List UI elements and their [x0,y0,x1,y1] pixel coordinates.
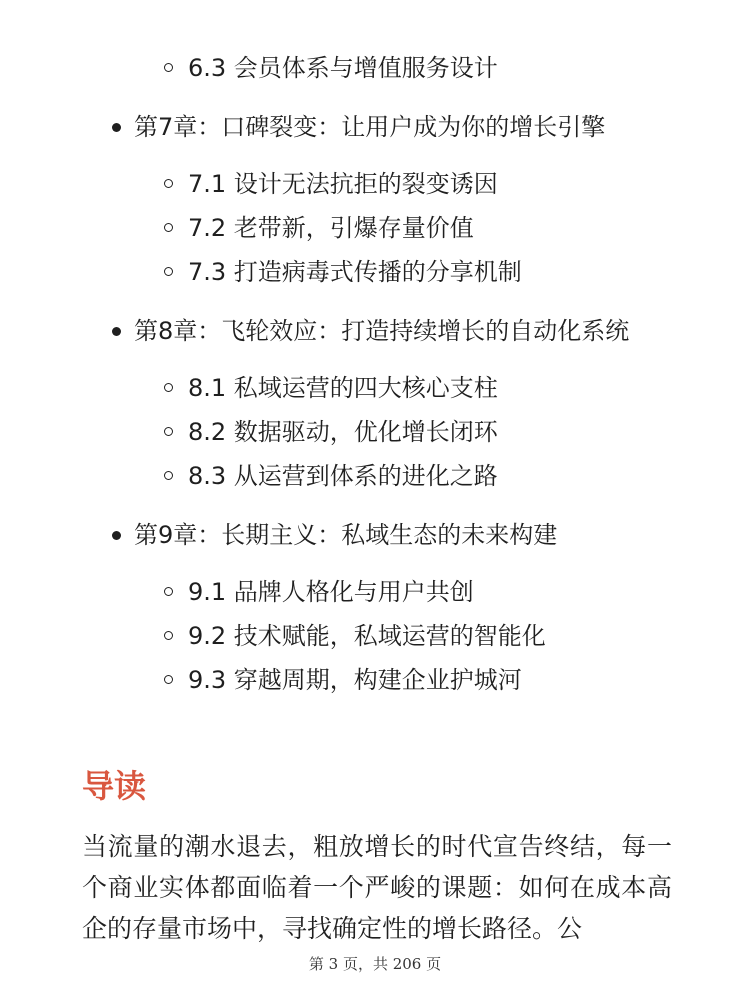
toc-section-label: 8.1 私域运营的四大核心支柱 [188,374,498,402]
toc-section-label: 7.2 老带新，引爆存量价值 [188,214,474,242]
toc-section-label: 9.3 穿越周期，构建企业护城河 [188,666,522,694]
toc-section-label: 6.3 会员体系与增值服务设计 [188,54,498,82]
toc-chapter-label: 第7章：口碑裂变：让用户成为你的增长引擎 [134,113,606,141]
hollow-bullet-icon [164,63,173,72]
toc-chapter-7[interactable] [134,108,674,146]
filled-bullet-icon [112,327,121,336]
toc-section-8-3[interactable] [188,454,750,498]
toc-chapter-label: 第8章：飞轮效应：打造持续增长的自动化系统 [134,317,630,345]
hollow-bullet-icon [164,471,173,480]
hollow-bullet-icon [164,427,173,436]
toc-chapter-8[interactable] [134,312,674,350]
toc-section-6-3[interactable] [188,46,750,90]
toc-section-label: 8.2 数据驱动，优化增长闭环 [188,418,498,446]
toc-section-label: 9.2 技术赋能，私域运营的智能化 [188,622,546,650]
toc-section-label: 7.1 设计无法抗拒的裂变诱因 [188,170,498,198]
toc-section-label: 8.3 从运营到体系的进化之路 [188,462,498,490]
hollow-bullet-icon [164,587,173,596]
toc-chapter-9[interactable] [134,516,674,554]
hollow-bullet-icon [164,631,173,640]
toc-section-label: 7.3 打造病毒式传播的分享机制 [188,258,522,286]
table-of-contents [0,46,750,702]
toc-chapter-label: 第9章：长期主义：私域生态的未来构建 [134,521,558,549]
toc-section-label: 9.1 品牌人格化与用户共创 [188,578,474,606]
toc-section-8-1[interactable] [188,366,750,410]
filled-bullet-icon [112,123,121,132]
hollow-bullet-icon [164,383,173,392]
intro-paragraph: 当流量的潮水退去，粗放增长的时代宣告终结，每一个商业实体都面临着一个严峻的课题：如何在成本高企的存量市场中，寻找确定性的增长路径。公 [82,832,672,943]
toc-section-7-2[interactable] [188,206,750,250]
intro-heading: 导读 [82,767,147,805]
page-number-footer: 第 3 页，共 206 页 [308,955,442,973]
hollow-bullet-icon [164,223,173,232]
toc-section-8-2[interactable] [188,410,750,454]
hollow-bullet-icon [164,267,173,276]
toc-section-9-2[interactable] [188,614,750,658]
hollow-bullet-icon [164,675,173,684]
hollow-bullet-icon [164,179,173,188]
toc-section-7-1[interactable] [188,162,750,206]
filled-bullet-icon [112,531,121,540]
toc-section-7-3[interactable] [188,250,750,294]
toc-section-9-1[interactable] [188,570,750,614]
toc-section-9-3[interactable] [188,658,750,702]
